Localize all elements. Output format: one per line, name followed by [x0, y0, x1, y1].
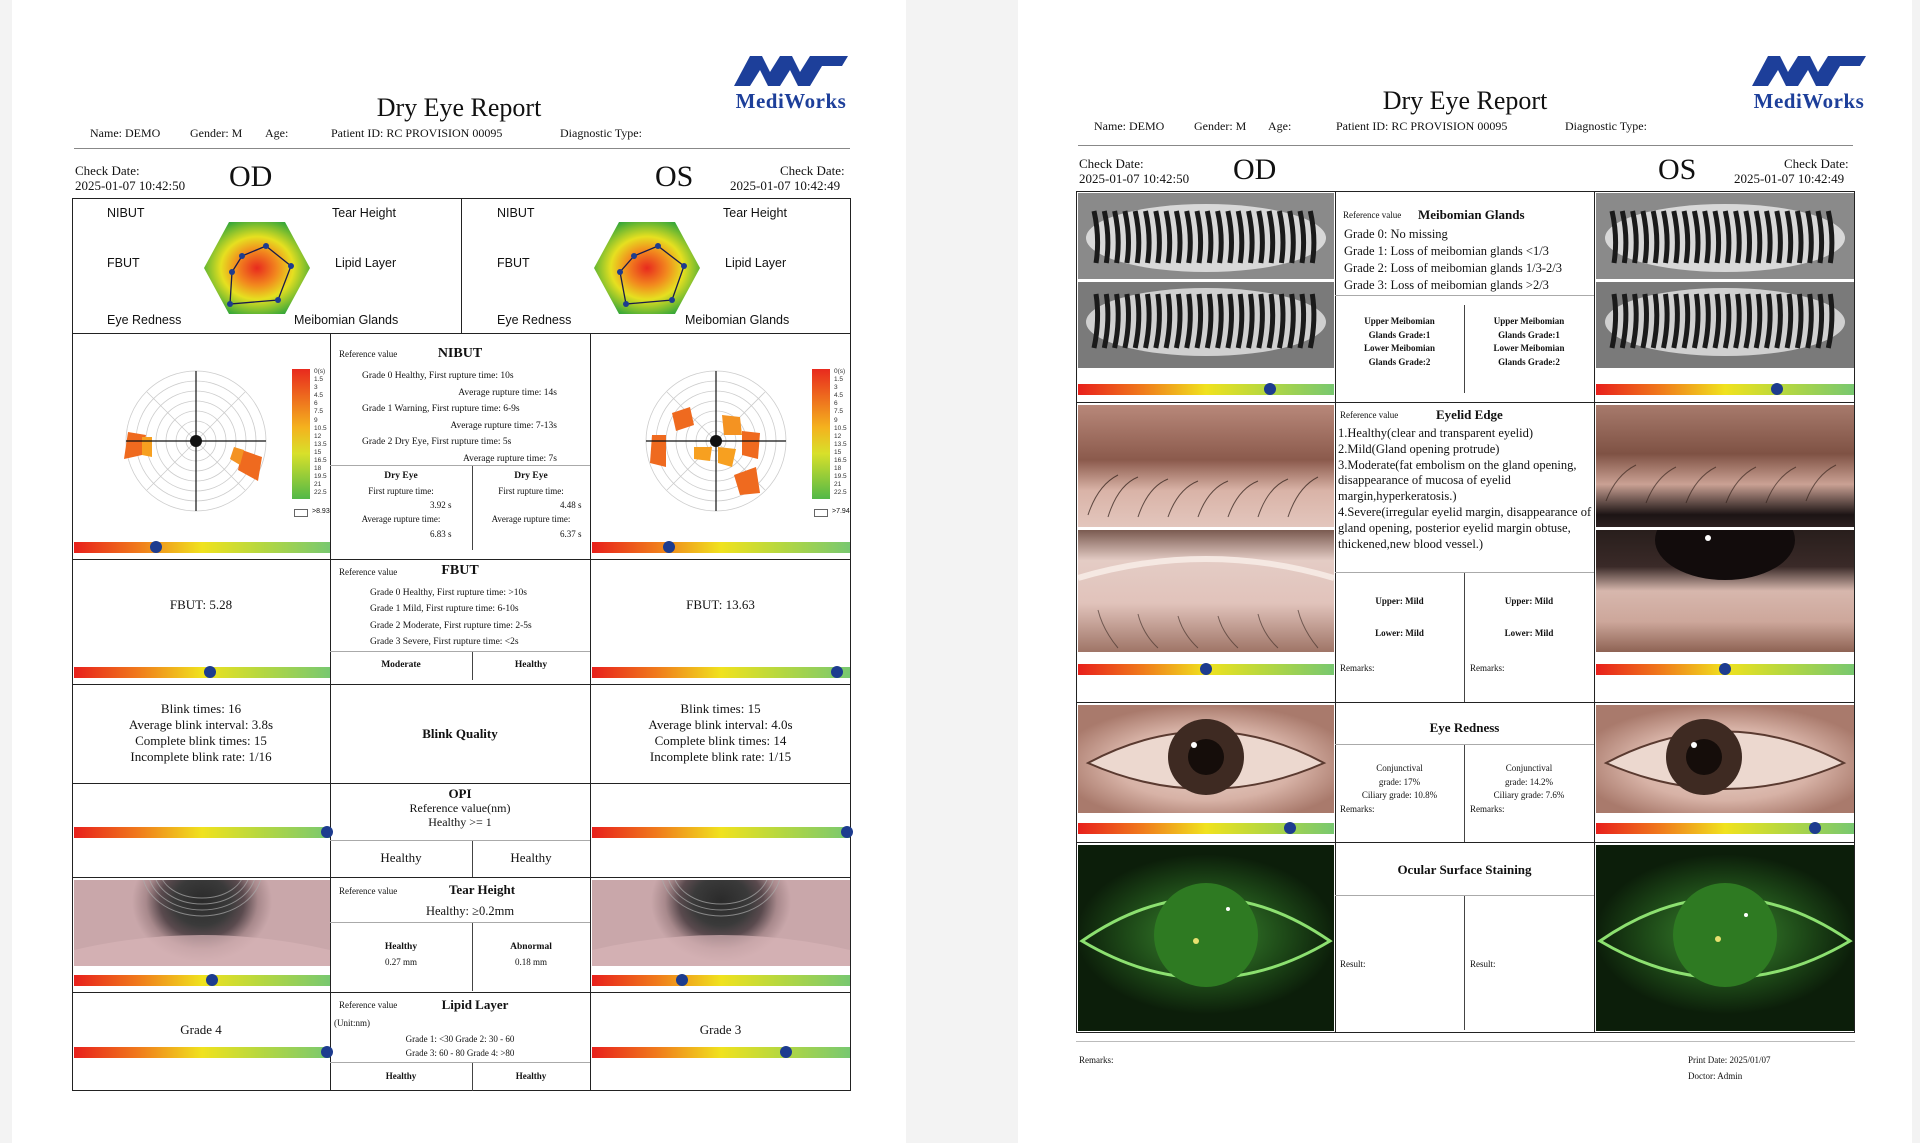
fbut-reference-line: Grade 2 Moderate, First rupture time: 2-5s — [370, 620, 532, 631]
fbut-os-status: Healthy — [514, 660, 548, 670]
staining-od-result: Result: — [1340, 959, 1366, 969]
opi-title: OPI — [448, 786, 472, 801]
nibut-reference-line: Average rupture time: 7-13s — [450, 420, 557, 431]
scale-od-tick: 12 — [314, 432, 322, 440]
redness-os-line: grade: 14.2% — [1505, 776, 1553, 787]
tear-od-bar — [74, 975, 330, 986]
tear-od-value: 0.27 mm — [384, 957, 417, 967]
scale-od-tick: 3 — [314, 384, 318, 392]
nibut-reference-line: Average rupture time: 7s — [463, 453, 557, 464]
edge-reference-line: 3.Moderate(fat embolism on the gland opening, disappearance of mucosa of eyelid margin,hyperkeratosis.) — [1338, 457, 1577, 504]
radar-od-meibomian: Meibomian Glands — [294, 313, 399, 327]
nibut-od-first-value: 3.92 s — [430, 500, 452, 510]
edge-reference-line: 2.Mild(Gland opening protrude) — [1338, 441, 1500, 456]
blink-os-line: Blink times: 15 — [680, 701, 761, 716]
redness-od-bar — [1078, 823, 1334, 834]
staining-od-photo — [1078, 845, 1334, 1031]
fbut-ref-label: Reference value — [339, 567, 398, 577]
fbut-os-bar — [592, 667, 850, 678]
lipid-os-status: Healthy — [515, 1071, 547, 1081]
opi-od-status: Healthy — [380, 850, 422, 865]
edge-title: Eyelid Edge — [1436, 407, 1503, 422]
fbut-reference-line: Grade 1 Mild, First rupture time: 6-10s — [370, 604, 519, 615]
scale-os-tick: 7.5 — [834, 408, 844, 416]
blink-od-line: Blink times: 16 — [160, 701, 242, 716]
os-check-date: 2025-01-07 10:42:49 — [730, 178, 841, 193]
radar-os-lipid: Lipid Layer — [725, 256, 787, 270]
edge-od-upper: Upper: Mild — [1375, 596, 1424, 606]
os-check-label-2: Check Date: — [1784, 156, 1849, 171]
blink-os-line: Incomplete blink rate: 1/15 — [649, 749, 792, 764]
meibo-os-upper-photo — [1596, 193, 1854, 279]
nibut-od-max: >8.93 — [312, 508, 330, 515]
nibut-os-bar — [592, 542, 850, 553]
opi-od-bar — [74, 827, 330, 838]
scale-od-tick: 16.5 — [314, 457, 327, 465]
tear-healthy: Healthy: ≥0.2mm — [425, 904, 515, 918]
radar-os-chart — [592, 220, 702, 316]
scale-od-tick: 18 — [314, 465, 322, 473]
tear-od-status: Healthy — [384, 942, 418, 952]
nibut-reference-line: Average rupture time: 14s — [458, 387, 557, 398]
scale-os-tick: 3 — [834, 384, 838, 392]
fbut-os-marker — [831, 666, 843, 678]
report-page-1 — [12, 0, 906, 1143]
tear-os-value: 0.18 mm — [514, 957, 547, 967]
nibut-os-marker — [663, 541, 675, 553]
edge-ref-label: Reference value — [1340, 410, 1399, 420]
logo-text: MediWorks — [1753, 89, 1865, 113]
opi-ref: Reference value(nm) — [409, 801, 511, 815]
nibut-os-status: Dry Eye — [514, 471, 548, 481]
staining-os-photo — [1596, 845, 1854, 1031]
fbut-os-value: FBUT: 13.63 — [686, 597, 755, 612]
tear-ref-label: Reference value — [339, 886, 398, 896]
edge-od-lower-photo — [1078, 530, 1334, 652]
opi-os-bar — [592, 827, 850, 838]
meibo-od-grades — [1335, 315, 1464, 369]
edge-od-upper-photo — [1078, 405, 1334, 527]
tear-os-marker — [676, 974, 688, 986]
lipid-os-grade: Grade 3 — [699, 1022, 742, 1037]
meibo-reference-line: Grade 1: Loss of meibomian glands <1/3 — [1344, 244, 1549, 258]
staining-os-result: Result: — [1470, 959, 1496, 969]
scale-os-tick: 18 — [834, 465, 842, 473]
lipid-os-marker — [780, 1046, 792, 1058]
scale-od-tick: 22.5 — [314, 489, 327, 497]
redness-title: Eye Redness — [1429, 720, 1500, 735]
fbut-title: FBUT — [441, 563, 479, 578]
meibo-od-line: Upper Meibomian — [1364, 316, 1435, 326]
edge-reference-line: 4.Severe(irregular eyelid margin, disappearance of gland opening, posterior eyelid margin obtuse, thickened,new blood vessel.) — [1338, 504, 1592, 551]
nibut-os-avg-value: 6.37 s — [560, 529, 582, 539]
doctor: Doctor: Admin — [1688, 1071, 1743, 1081]
radar-od-fbut: FBUT — [107, 256, 140, 270]
scale-os-tick: 16.5 — [834, 457, 847, 465]
redness-od-line: Conjunctival — [1376, 763, 1423, 773]
redness-os-line: Conjunctival — [1505, 763, 1553, 773]
blink-od-stats — [72, 701, 330, 765]
radar-os-fbut: FBUT — [497, 256, 530, 270]
redness-od-line: Ciliary grade: 10.8% — [1361, 790, 1438, 800]
patient-age: Age: — [265, 126, 289, 140]
edge-od-bar — [1078, 664, 1334, 675]
scale-od-tick: 6 — [314, 400, 318, 408]
nibut-os-avg-label: Average rupture time: — [491, 514, 571, 524]
report-title-2: Dry Eye Report — [1382, 86, 1548, 115]
scale-os-tick: 6 — [834, 400, 838, 408]
tear-od-marker — [206, 974, 218, 986]
scale-od-tick: 21 — [314, 481, 322, 489]
scale-od-tick: 9 — [314, 416, 318, 424]
blink-os-line: Average blink interval: 4.0s — [648, 717, 793, 732]
meibo-os-marker — [1771, 383, 1783, 395]
lipid-od-bar — [74, 1047, 330, 1058]
edge-os-lower-photo — [1596, 530, 1854, 652]
scale-od-tick: 4.5 — [314, 392, 324, 400]
fbut-od-bar — [74, 667, 330, 678]
tear-os-status: Abnormal — [510, 942, 552, 952]
fbut-od-marker — [204, 666, 216, 678]
blink-os-stats — [590, 701, 851, 765]
radar-od-nibut: NIBUT — [107, 206, 145, 220]
lipid-line-2: Grade 3: 60 - 80 Grade 4: >80 — [405, 1048, 515, 1058]
meibo-od-line: Lower Meibomian — [1363, 343, 1436, 353]
fbut-reference-line: Grade 0 Healthy, First rupture time: >10s — [370, 588, 527, 598]
patient-gender: Gender: M — [190, 126, 243, 140]
report-title: Dry Eye Report — [376, 93, 542, 122]
blink-od-line: Complete blink times: 15 — [135, 733, 267, 748]
patient-name: Name: DEMO — [90, 126, 161, 140]
radar-os-nibut: NIBUT — [497, 206, 535, 220]
lipid-od-grade: Grade 4 — [180, 1022, 222, 1037]
meibo-od-line: Glands Grade:1 — [1368, 329, 1431, 340]
edge-os-lower: Lower: Mild — [1504, 628, 1554, 638]
logo-mark-icon — [1750, 52, 1868, 88]
nibut-od-avg-label: Average rupture time: — [361, 514, 441, 524]
opi-os-marker — [841, 826, 853, 838]
edge-os-upper: Upper: Mild — [1504, 596, 1554, 606]
radar-os-redness: Eye Redness — [497, 313, 572, 327]
od-check-date-2: 2025-01-07 10:42:50 — [1079, 171, 1190, 186]
meibo-os-line: Glands Grade:2 — [1498, 356, 1560, 367]
scale-os-tick: 4.5 — [834, 392, 844, 400]
radar-os-meibomian: Meibomian Glands — [685, 313, 790, 327]
nibut-reference-line: Grade 1 Warning, First rupture time: 6-9s — [362, 404, 520, 414]
opi-os-status: Healthy — [510, 850, 552, 865]
opi-healthy: Healthy >= 1 — [428, 815, 492, 829]
radar-od-chart — [202, 220, 312, 316]
scale-od-tick: 7.5 — [314, 408, 324, 416]
patient-id: Patient ID: RC PROVISION 00095 — [331, 126, 503, 140]
blink-quality-title: Blink Quality — [422, 726, 498, 741]
report-page-2 — [1018, 0, 1912, 1143]
nibut-scale-od — [292, 369, 312, 499]
redness-os-remarks: Remarks: — [1470, 804, 1505, 814]
nibut-reference-line: Grade 2 Dry Eye, First rupture time: 5s — [362, 437, 512, 447]
os-check-label: Check Date: — [780, 163, 845, 178]
os-check-date-2: 2025-01-07 10:42:49 — [1734, 171, 1845, 186]
scale-os-tick: 9 — [834, 416, 838, 424]
radar-od-tear: Tear Height — [332, 206, 396, 220]
scale-os-tick: 15 — [834, 448, 842, 456]
nibut-od-bar — [74, 542, 330, 553]
nibut-scale-od-labels — [314, 368, 327, 498]
fbut-reference-lines — [370, 585, 532, 650]
footer-remarks: Remarks: — [1079, 1055, 1114, 1065]
nibut-od-first-label: First rupture time: — [368, 486, 434, 496]
diagnostic-type-2: Diagnostic Type: — [1565, 119, 1647, 133]
scale-od-tick: 0(s) — [314, 368, 326, 375]
blink-os-line: Complete blink times: 14 — [654, 733, 787, 748]
blink-od-line: Average blink interval: 3.8s — [128, 717, 274, 732]
tear-os-bar — [592, 975, 850, 986]
lipid-unit: (Unit:nm) — [334, 1018, 370, 1028]
od-check-date: 2025-01-07 10:42:50 — [75, 178, 186, 193]
meibo-os-lower-photo — [1596, 282, 1854, 368]
od-label-2: OD — [1233, 153, 1277, 186]
nibut-polar-od — [112, 355, 280, 525]
scale-os-tick: 10.5 — [834, 424, 847, 432]
patient-age-2: Age: — [1268, 119, 1292, 133]
meibo-od-bar — [1078, 384, 1334, 395]
patient-id-2: Patient ID: RC PROVISION 00095 — [1336, 119, 1508, 133]
nibut-polar-os — [632, 355, 800, 525]
radar-od-redness: Eye Redness — [107, 313, 182, 327]
scale-os-tick: 13.5 — [834, 440, 847, 448]
lipid-od-status: Healthy — [385, 1071, 417, 1081]
meibo-reference-lines — [1344, 226, 1562, 294]
scale-os-tick: 19.5 — [834, 473, 847, 481]
meibo-reference-line: Grade 3: Loss of meibomian glands >2/3 — [1344, 278, 1549, 292]
print-date: Print Date: 2025/01/07 — [1688, 1055, 1771, 1065]
nibut-reference-line: Grade 0 Healthy, First rupture time: 10s — [362, 371, 514, 381]
od-check-label-2: Check Date: — [1079, 156, 1144, 171]
redness-od-remarks: Remarks: — [1340, 804, 1375, 814]
scale-os-tick: 12 — [834, 432, 842, 440]
edge-os-upper-photo — [1596, 405, 1854, 527]
scale-os-tick: 0(s) — [834, 368, 846, 375]
meibo-od-upper-photo — [1078, 193, 1334, 279]
nibut-od-marker — [150, 541, 162, 553]
staining-title: Ocular Surface Staining — [1397, 862, 1532, 877]
edge-od-marker — [1200, 663, 1212, 675]
scale-od-tick: 13.5 — [314, 440, 327, 448]
meibo-reference-line: Grade 2: Loss of meibomian glands 1/3-2/3 — [1344, 261, 1563, 275]
radar-od-lipid: Lipid Layer — [335, 256, 397, 270]
lipid-os-bar — [592, 1047, 850, 1058]
meibo-os-grades — [1464, 315, 1594, 369]
lipid-ref-label: Reference value — [339, 1000, 398, 1010]
edge-od-remarks: Remarks: — [1340, 663, 1375, 673]
logo-text: MediWorks — [735, 89, 847, 113]
meibo-od-line: Glands Grade:2 — [1368, 356, 1431, 367]
nibut-od-avg-value: 6.83 s — [430, 529, 452, 539]
blink-od-line: Incomplete blink rate: 1/16 — [130, 749, 272, 764]
logo-mark-icon — [732, 52, 850, 88]
nibut-ref-label: Reference value — [339, 349, 398, 359]
nibut-os-first-value: 4.48 s — [560, 500, 582, 510]
redness-os-marker — [1809, 822, 1821, 834]
scale-od-tick: 1.5 — [314, 376, 324, 384]
edge-reference-line: 1.Healthy(clear and transparent eyelid) — [1338, 426, 1534, 440]
meibo-os-line: Lower Meibomian — [1493, 343, 1565, 353]
meibo-os-bar — [1596, 384, 1854, 395]
meibo-ref-label: Reference value — [1343, 210, 1402, 220]
edge-od-lower: Lower: Mild — [1375, 628, 1424, 638]
nibut-scale-os — [812, 369, 832, 499]
nibut-os-max: >7.94 — [832, 508, 850, 515]
scale-os-tick: 1.5 — [834, 376, 844, 384]
patient-name-2: Name: DEMO — [1094, 119, 1165, 133]
nibut-title: NIBUT — [437, 346, 483, 361]
redness-os-values — [1464, 762, 1594, 803]
redness-od-line: grade: 17% — [1378, 776, 1421, 787]
meibo-reference-line: Grade 0: No missing — [1344, 227, 1448, 241]
edge-os-remarks: Remarks: — [1470, 663, 1505, 673]
redness-os-photo — [1596, 705, 1854, 813]
redness-os-bar — [1596, 823, 1854, 834]
scale-od-tick: 15 — [314, 448, 322, 456]
scale-os-tick: 22.5 — [834, 489, 847, 497]
tear-od-photo — [74, 880, 330, 966]
nibut-od-status: Dry Eye — [384, 471, 418, 481]
edge-reference-lines — [1338, 426, 1593, 552]
scale-od-tick: 10.5 — [314, 424, 327, 432]
redness-od-marker — [1284, 822, 1296, 834]
scale-od-tick: 19.5 — [314, 473, 327, 481]
meibo-title: Meibomian Glands — [1418, 207, 1525, 222]
lipid-line-1: Grade 1: <30 Grade 2: 30 - 60 — [405, 1034, 515, 1044]
od-label: OD — [229, 160, 273, 193]
lipid-title: Lipid Layer — [441, 997, 509, 1012]
nibut-reference-lines — [342, 368, 587, 467]
meibo-od-lower-photo — [1078, 282, 1334, 368]
meibo-os-line: Upper Meibomian — [1493, 316, 1565, 326]
fbut-od-value: FBUT: 5.28 — [169, 597, 233, 612]
fbut-od-status: Moderate — [381, 660, 421, 670]
scale-os-tick: 21 — [834, 481, 842, 489]
patient-gender-2: Gender: M — [1194, 119, 1247, 133]
radar-os-tear: Tear Height — [723, 206, 787, 220]
redness-os-line: Ciliary grade: 7.6% — [1493, 790, 1565, 800]
meibo-os-line: Glands Grade:1 — [1498, 329, 1560, 340]
os-label-2: OS — [1658, 153, 1697, 186]
edge-os-bar — [1596, 664, 1854, 675]
redness-od-photo — [1078, 705, 1334, 813]
nibut-os-first-label: First rupture time: — [498, 486, 564, 496]
nibut-scale-os-labels — [834, 368, 847, 498]
redness-od-values — [1335, 762, 1464, 803]
os-label: OS — [655, 160, 694, 193]
fbut-reference-line: Grade 3 Severe, First rupture time: <2s — [370, 636, 519, 647]
tear-title: Tear Height — [448, 882, 516, 897]
edge-os-marker — [1719, 663, 1731, 675]
od-check-label: Check Date: — [75, 163, 140, 178]
meibo-od-marker — [1264, 383, 1276, 395]
diagnostic-type: Diagnostic Type: — [560, 126, 642, 140]
